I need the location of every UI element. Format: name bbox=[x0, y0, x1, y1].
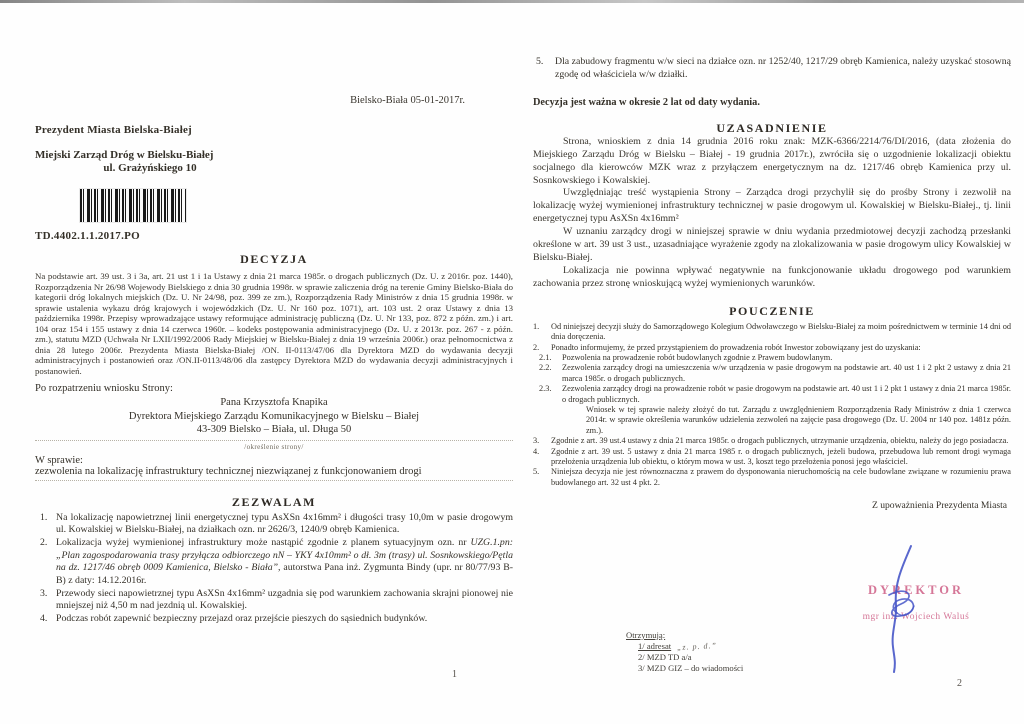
item-number: 2. bbox=[533, 342, 540, 352]
notice-subitem bbox=[539, 384, 1011, 436]
item-number: 3. bbox=[533, 436, 540, 446]
party-name: Pana Krzysztofa Knapika bbox=[220, 397, 328, 408]
item-text: Ponadto informujemy, że przed przystąpieniem do prowadzenia robót Inwestor zobowiązany jest do uzyskania: bbox=[551, 342, 921, 352]
permit-item-5 bbox=[533, 56, 1011, 82]
subject-text: zezwolenia na lokalizację infrastruktury technicznej niezwiązanej z funkcjonowaniem drogi bbox=[35, 466, 513, 481]
plan-title-italic: UZG.1.pn: „Plan zagospodarowania trasy przyłącza odbiorczego nN – YKY 4x10mm² o dł. 3m (trasy) ul. Sosnkowskiego/Pętla na dz. 1217/46 obręb 0009 Kamienica, Bielsko - Biała”, bbox=[56, 536, 513, 574]
item-number: 1. bbox=[533, 321, 540, 331]
case-number: TD.4402.1.1.2017.PO bbox=[35, 230, 141, 242]
distribution-label: Otrzymują: bbox=[626, 630, 666, 640]
director-stamp bbox=[831, 555, 1001, 675]
sender-unit: Miejski Zarząd Dróg w Bielsku-Białej bbox=[35, 149, 214, 161]
sender-office: Prezydent Miasta Bielska-Białej bbox=[35, 124, 192, 136]
item-number: 2.2. bbox=[539, 363, 552, 373]
item-number: 5. bbox=[536, 56, 544, 67]
item-text: Od niniejszej decyzji służy do Samorządowego Kolegium Odwoławczego w Bielsku-Białej za moim pośrednictwem w terminie 14 dni od dnia doręczenia. bbox=[551, 321, 1011, 342]
notice-list bbox=[533, 322, 1011, 489]
justification-paragraph: Lokalizacja nie powinna wpływać negatywnie na funkcjonowanie układu drogowego pod warunkiem zachowania przez stronę wnioskującą wyżej wymienionych warunków. bbox=[533, 264, 1011, 289]
item-number: 1. bbox=[40, 511, 48, 523]
sender-address: ul. Grażyńskiego 10 bbox=[103, 162, 197, 174]
justification-paragraph: Strona, wnioskiem z dnia 14 grudnia 2016 roku znak: MZK-6366/2214/76/DI/2016, (data złożenia do Miejskiego Zarządu Dróg w Bielsku – Białej - 19 grudnia 2017r.), zwróciła się o uzgodnienie lokalizacji obiektu socjalnego dla kierowców MZK wraz z przyłączem energetycznym na dz. 1217/46 obręb Kamienica przy ul. Sosnkowskiego i Kowalskiej. bbox=[533, 135, 1011, 186]
stamp-name: mgr inż. Wojciech Waluś bbox=[862, 612, 970, 622]
distribution-item-text: 1/ adresat bbox=[638, 640, 672, 651]
item-text: Dla zabudowy fragmentu w/w sieci na działce ozn. nr 1252/40, 1217/29 obręb Kamienica, należy uzyskać stosowną zgodę od właściciela w/w działki. bbox=[555, 56, 1011, 80]
stamp-title: DYREKTOR bbox=[867, 583, 964, 597]
notice-item bbox=[533, 436, 1011, 446]
date-line: Bielsko-Biała 05-01-2017r. bbox=[350, 95, 465, 106]
distribution-item: 2/ MZD TD a/a bbox=[638, 652, 692, 663]
validity-statement: Decyzja jest ważna w okresie 2 lat od daty wydania. bbox=[533, 96, 760, 108]
page-1 bbox=[35, 95, 513, 680]
item-note: Wniosek w tej sprawie należy złożyć do tut. Zarządu z uwzględnieniem Rozporządzenia Rady Ministrów z dnia 1 czerwca 2014r. w sprawie określenia warunków udzielenia zezwoleń na zajęcie pasa drogowego (Dz. U. 2004 nr 140 poz. 1481z późn. zm.). bbox=[586, 404, 1011, 435]
item-text: Pozwolenia na prowadzenie robót budowlanych zgodnie z Prawem budowlanym. bbox=[562, 352, 833, 362]
distribution-items bbox=[638, 641, 743, 674]
item-text: Na lokalizację napowietrznej linii energetycznej typu AsXSn 4x16mm² i długości trasy 10,0m w pasie drogowym ul. Kowalskiej w Bielsku-Białej, na działkach ozn. nr 2626/3, 1240/9 obręb Kamienica. bbox=[56, 511, 513, 536]
item-text bbox=[49, 537, 513, 588]
legal-basis-paragraph: Na podstawie art. 39 ust. 3 i 3a, art. 21 ust 1 i 1a Ustawy z dnia 21 marca 1985r. o drogach publicznych (Dz. U. z 2016r. poz. 1440), Rozporządzenia Nr 26/98 Wojewody Bielskiego z dnia 30 grudnia 1998r. w sprawie zaliczenia dróg na terenie Gminy Bielsko-Biała do kategorii dróg lokalnych miejskich (Dz. U. Nr 24/98, poz. 399 ze zm.), Rozporządzenia Rady Ministrów z dnia 15 grudnia 1998r. w sprawie ustalenia wykazu dróg krajowych i wojewódzkich (Dz. U. Nr 160 poz. 1071), art. 103 ust. 2 oraz Ustawy z dnia 13 października 1998r. Przepisy wprowadzające ustawy reformujące administrację publiczną (Dz. U. Nr 133, poz. 872 z późn. zm.) i art. 104 oraz 154 i 155 ustawy z dnia 14 czerwca 1960r. – kodeks postępowania administracyjnego (Dz. U. z 2013r. poz. 267 - z późn. zm.), statutu MZD (Uchwała Nr LXII/1992/2006 Rady Miejskiej w Bielsku-Białej z dnia 19 września 2006r.) oraz pełnomocnictwa z dnia 28 lutego 2006r. Prezydenta Miasta Bielska-Białej /ON. II-0113/47/06 dla Dyrektora MZD do wydawania decyzji administracyjnych i postanowień oraz /ON.II-0113/48/06 dla zastępcy Dyrektora MZD do wydawania decyzji administracyjnych i postanowień. bbox=[35, 271, 513, 376]
item-text-main: Zezwolenia zarządcy drogi na prowadzenie robót w pasie drogowym na podstawie art. 40 ust 1 i 2 pkt 1 ustawy z dnia 21 marca 1985r. o drogach publicznych. bbox=[562, 384, 1011, 404]
subject-label: W sprawie: bbox=[35, 454, 83, 466]
item-text: Niniejsza decyzja nie jest równoznaczna z prawem do dysponowania nieruchomością na cele budowlane związane w rozumieniu prawa budowlanego art. 32 ust 4 pkt. 2. bbox=[551, 467, 1011, 487]
signature-ink-icon bbox=[867, 543, 937, 675]
item-number: 2.3. bbox=[539, 384, 552, 394]
permit-item bbox=[35, 537, 513, 588]
permit-heading: ZEZWALAM bbox=[231, 494, 317, 509]
page-2 bbox=[533, 50, 1011, 689]
authorization-line: Z upoważnienia Prezydenta Miasta bbox=[871, 500, 1007, 512]
item-text-plain: autorstwa Pana inż. Zygmunta Bindy (upr. nr 80/77/93 B-B) z daty: 14.12.2016r. bbox=[56, 562, 513, 587]
permit-item bbox=[35, 512, 513, 537]
permit-item bbox=[35, 588, 513, 613]
justification-paragraph: Uwzględniając treść wystąpienia Strony – Zarządca drogi przychylił się do prośby Strony i zezwolił na lokalizację wyżej wymienionej infrastruktury technicznej w pasie drogowym ul. Kowalskiej w Bielsku-Białej., tj. linii energetycznej typu AsXSn 4x16mm² bbox=[533, 187, 1011, 225]
decision-heading: DECYZJA bbox=[240, 252, 308, 266]
notice-item bbox=[533, 467, 1011, 488]
scanner-edge-artifact bbox=[0, 0, 1024, 3]
permit-list bbox=[35, 512, 513, 626]
after-request-line: Po rozpatrzeniu wniosku Strony: bbox=[35, 383, 173, 394]
justification-paragraph: W uznaniu zarządcy drogi w niniejszej sprawie w dniu wydania przedmiotowej decyzji zachodzą przesłanki określone w art. 39 ust 3 ust., uzasadniające wyrażenie zgody na zlokalizowania w pasie drogowym ulicy Kowalskiej w Bielsku-Białej. bbox=[533, 226, 1011, 263]
handwritten-note: „z. p. d.” bbox=[676, 640, 718, 652]
item-text: Zgodnie z art. 39 ust.4 ustawy z dnia 21 marca 1985r. o drogach publicznych, utrzymanie urządzenia, obiektu, należy do jego posiadacza. bbox=[551, 436, 1009, 446]
barcode bbox=[80, 189, 186, 222]
permit-item bbox=[35, 613, 513, 626]
page-number: 2 bbox=[957, 678, 962, 689]
notice-heading: POUCZENIE bbox=[729, 303, 815, 318]
item-number: 2.1. bbox=[539, 352, 552, 362]
page-number: 1 bbox=[452, 669, 457, 680]
distribution-item bbox=[638, 641, 743, 653]
distribution-item: 3/ MZD GIZ – do wiadomości bbox=[638, 662, 744, 673]
item-number: 5. bbox=[533, 467, 540, 477]
item-number: 2. bbox=[40, 536, 48, 548]
item-text: Przewody sieci napowietrznej typu AsXSn 4x16mm² uzgadnia się pod warunkiem zachowania skrajni pionowej nie mniejszej niż 4,50 m nad jezdnią ul. Kowalskiej. bbox=[56, 587, 513, 612]
item-text: Podczas robót zapewnić bezpieczny przejazd oraz przejście pieszych do sąsiednich budynków. bbox=[56, 613, 428, 625]
item-number: 3. bbox=[40, 587, 48, 599]
justification-heading: UZASADNIENIE bbox=[716, 120, 828, 135]
notice-subitem bbox=[539, 363, 1011, 384]
item-text bbox=[557, 384, 1011, 436]
distribution-list bbox=[626, 630, 743, 673]
item-text: Zezwolenia zarządcy drogi na umieszczenia w/w urządzenia w pasie drogowym na podstawie art. 40 ust 1 i 2 pkt 2 ustawy z dnia 21 marca 1985r. o drogach publicznych. bbox=[562, 363, 1011, 383]
notice-item bbox=[533, 447, 1011, 468]
party-title: Dyrektora Miejskiego Zarządu Komunikacyjnego w Bielsku – Białej bbox=[128, 410, 420, 422]
notice-item bbox=[533, 343, 1011, 353]
sender-block bbox=[35, 149, 513, 175]
item-number: 4. bbox=[533, 446, 540, 456]
party-caption: /określenie strony/ bbox=[35, 440, 513, 451]
party-block bbox=[35, 396, 513, 437]
item-text: Zgodnie z art. 39 ust. 5 ustawy z dnia 21 marca 1985 r. o drogach publicznych, jeżeli budowa, przebudowa lub remont drogi wymaga przełożenia urządzenia lub obiektu, o którym mowa w ust. 3, koszt tego przełożenia ponosi jego właściciel. bbox=[551, 446, 1011, 466]
notice-item bbox=[533, 322, 1011, 343]
party-address: 43-309 Bielsko – Biała, ul. Długa 50 bbox=[196, 424, 352, 435]
notice-subitem bbox=[539, 353, 1011, 363]
item-number: 4. bbox=[40, 613, 48, 625]
item-text-plain: Lokalizacja wyżej wymienionej infrastruktury może nastąpić zgodnie z planem sytuacyjnym ozn. nr bbox=[56, 536, 471, 548]
